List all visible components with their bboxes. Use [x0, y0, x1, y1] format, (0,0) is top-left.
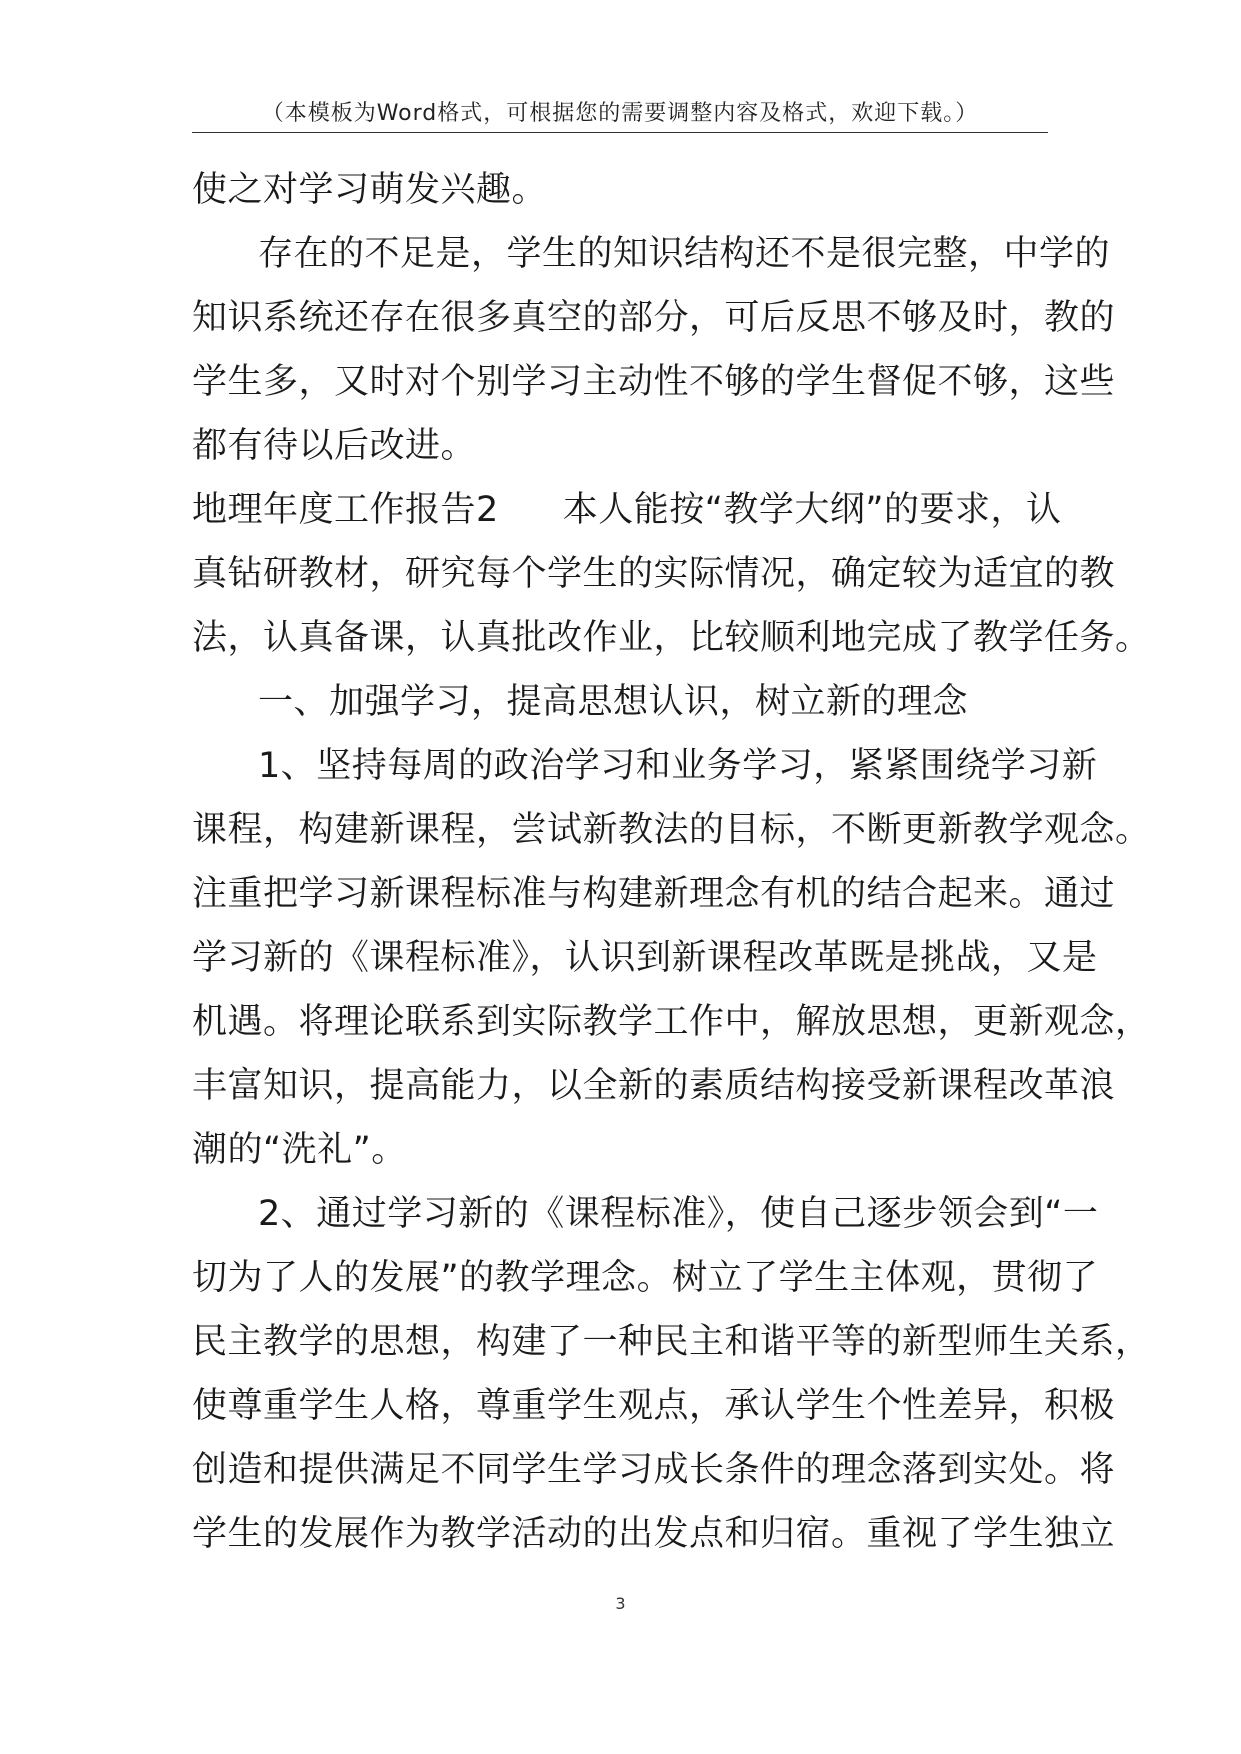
body-line: 2、通过学习新的《课程标准》，使自己逐步领会到“一 [258, 1194, 1099, 1234]
body-line: 知识系统还存在很多真空的部分，可后反思不够及时，教的 [192, 298, 1116, 338]
body-line: 课程，构建新课程，尝试新教法的目标，不断更新教学观念。 [192, 810, 1151, 850]
body-line: 存在的不足是，学生的知识结构还不是很完整，中学的 [258, 234, 1111, 274]
body-line: 学生的发展作为教学活动的出发点和归宿。重视了学生独立 [192, 1514, 1116, 1554]
header-divider [192, 132, 1048, 133]
body-line: 切为了人的发展”的教学理念。树立了学生主体观，贯彻了 [192, 1258, 1099, 1298]
body-line: 创造和提供满足不同学生学习成长条件的理念落到实处。将 [192, 1450, 1116, 1490]
body-line: 1、坚持每周的政治学习和业务学习，紧紧围绕学习新 [258, 746, 1098, 786]
body-line: 民主教学的思想，构建了一种民主和谐平等的新型师生关系， [192, 1322, 1151, 1362]
body-text [192, 158, 1151, 1566]
body-line: 本人能按“教学大纲”的要求，认 [562, 490, 1062, 530]
body-line: 使尊重学生人格，尊重学生观点，承认学生个性差异，积极 [192, 1386, 1116, 1426]
body-line: 潮的“洗礼”。 [192, 1130, 407, 1170]
body-line: 法，认真备课，认真批改作业，比较顺利地完成了教学任务。 [192, 618, 1151, 658]
body-line: 真钻研教材，研究每个学生的实际情况，确定较为适宜的教 [192, 554, 1116, 594]
body-line: 注重把学习新课程标准与构建新理念有机的结合起来。通过 [192, 874, 1116, 914]
section-title: 地理年度工作报告2 [192, 490, 499, 530]
subheading: 一、加强学习，提高思想认识，树立新的理念 [258, 682, 969, 722]
body-line: 学生多，又时对个别学习主动性不够的学生督促不够，这些 [192, 362, 1116, 402]
body-line: 学习新的《课程标准》，认识到新课程改革既是挑战，又是 [192, 938, 1098, 978]
body-line: 丰富知识，提高能力，以全新的素质结构接受新课程改革浪 [192, 1066, 1116, 1106]
body-line: 使之对学习萌发兴趣。 [192, 170, 548, 210]
header-notice: （本模板为Word格式，可根据您的需要调整内容及格式，欢迎下载。） [261, 101, 979, 126]
section-title-line [192, 478, 1062, 542]
body-line: 都有待以后改进。 [192, 426, 477, 466]
page-number: 3 [615, 1594, 626, 1613]
body-line: 机遇。将理论联系到实际教学工作中，解放思想，更新观念， [192, 1002, 1151, 1042]
